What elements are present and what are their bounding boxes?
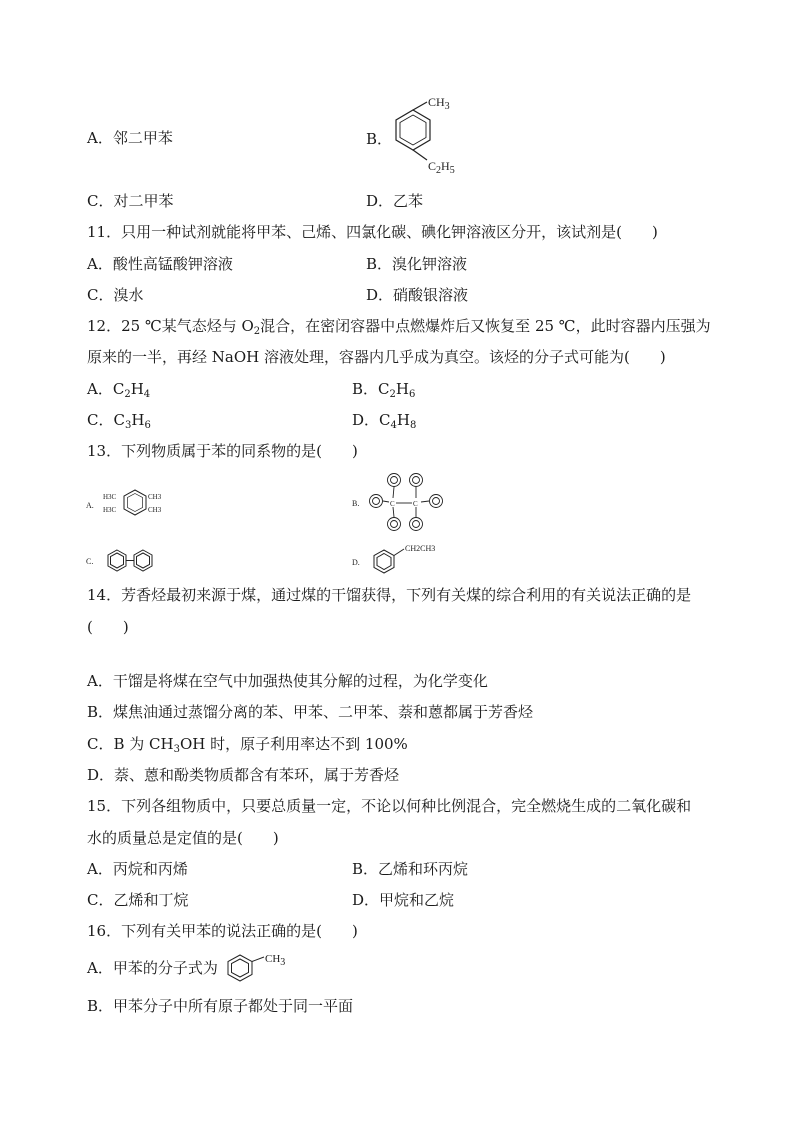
q12-option-c: C．$C_3H_6$: [87, 411, 151, 431]
q15-stem-line1: 15．下列各组物质中，只要总质量一定，不论以何种比例混合，完全燃烧生成的二氧化碳和: [87, 797, 692, 815]
q14-option-b: B．煤焦油通过蒸馏分离的苯、甲苯、二甲苯、萘和蒽都属于芳香烃: [87, 703, 534, 721]
q10-structure-meta-ethyltoluene: [385, 88, 475, 180]
q12-stem-line2: 原来的一半，再经 NaOH 溶液处理，容器内几乎成为真空。该烃的分子式可能为( ): [87, 348, 666, 366]
q15-stem-line2: 水的质量总是定值的是( ): [87, 829, 279, 847]
svg-text:H3C: H3C: [103, 493, 117, 501]
q16-option-b: B．甲苯分子中所有原子都处于同一平面: [87, 997, 354, 1015]
q15-option-b: B．乙烯和环丙烷: [352, 860, 469, 878]
q12-option-b: B．$C_2H_6$: [352, 380, 416, 400]
q11-stem: 11．只用一种试剂就能将甲苯、己烯、四氯化碳、碘化钾溶液区分开，该试剂是( ): [87, 223, 658, 241]
q14-stem-line2: ( ): [87, 618, 129, 636]
q11-option-c: C．溴水: [87, 286, 144, 304]
svg-text:C: C: [390, 500, 395, 508]
q13-d-group: CH2CH3: [405, 544, 436, 553]
q13-stem: 13．下列物质属于苯的同系物的是( ): [87, 442, 358, 460]
q15-option-d: D．甲烷和乙烷: [352, 891, 455, 909]
q11-option-d: D．硝酸银溶液: [366, 286, 469, 304]
q11-option-a: A．酸性高锰酸钾溶液: [87, 255, 233, 273]
q13-option-b-hexaphenylethane: [350, 468, 460, 540]
q16-stem: 16．下列有关甲苯的说法正确的是( ): [87, 922, 358, 940]
q15-option-c: C．乙烯和丁烷: [87, 891, 189, 909]
q10-option-d: D．乙苯: [366, 192, 424, 210]
q16-toluene-structure: [224, 946, 300, 986]
q11-option-b: B．溴化钾溶液: [366, 255, 468, 273]
q10-c2h5-label: $C_2H_5$: [428, 159, 455, 176]
q14-option-d: D．萘、蒽和酚类物质都含有苯环，属于芳香烃: [87, 766, 400, 784]
svg-text:H3C: H3C: [103, 506, 117, 514]
svg-text:CH3: CH3: [148, 506, 162, 514]
q13-b-label: B.: [352, 499, 360, 508]
q14-option-c: C．B 为 $CH_3OH$ 时，原子利用率达不到 100%: [87, 735, 408, 755]
q13-c-label: C.: [86, 557, 94, 566]
q15-option-a: A．丙烷和丙烯: [87, 860, 188, 878]
q14-option-a: A．干馏是将煤在空气中加强热使其分解的过程，为化学变化: [87, 672, 488, 690]
q12-option-a: A．$C_2H_4$: [87, 380, 151, 400]
q12-option-d: D．$C_4H_8$: [352, 411, 417, 431]
q13-option-c-biphenyl: [84, 544, 174, 578]
svg-text:CH3: CH3: [148, 493, 162, 501]
q16-option-a: A．甲苯的分子式为: [87, 959, 218, 977]
svg-text:C: C: [413, 500, 418, 508]
q13-a-label: A.: [86, 501, 94, 510]
q10-option-c: C．对二甲苯: [87, 192, 174, 210]
q13-d-label: D.: [352, 558, 360, 567]
q10-option-a: A．邻二甲苯: [87, 129, 173, 147]
q16-ch3-label: CH3: [265, 953, 286, 968]
q10-option-b-label: B．: [366, 130, 393, 148]
q12-stem-line1: 12．25 ℃某气态烃与 $O_2$混合，在密闭容器中点燃爆炸后又恢复至 25 ℃，此时容器内压强为: [87, 317, 711, 337]
q13-option-d-ethylbenzene: [350, 540, 460, 578]
q14-stem-line1: 14．芳香烃最初来源于煤，通过煤的干馏获得，下列有关煤的综合利用的有关说法正确的是: [87, 586, 692, 604]
q10-ch3-label: $CH_3$: [428, 95, 450, 112]
q13-option-a-tetramethylbenzene: [84, 482, 194, 526]
